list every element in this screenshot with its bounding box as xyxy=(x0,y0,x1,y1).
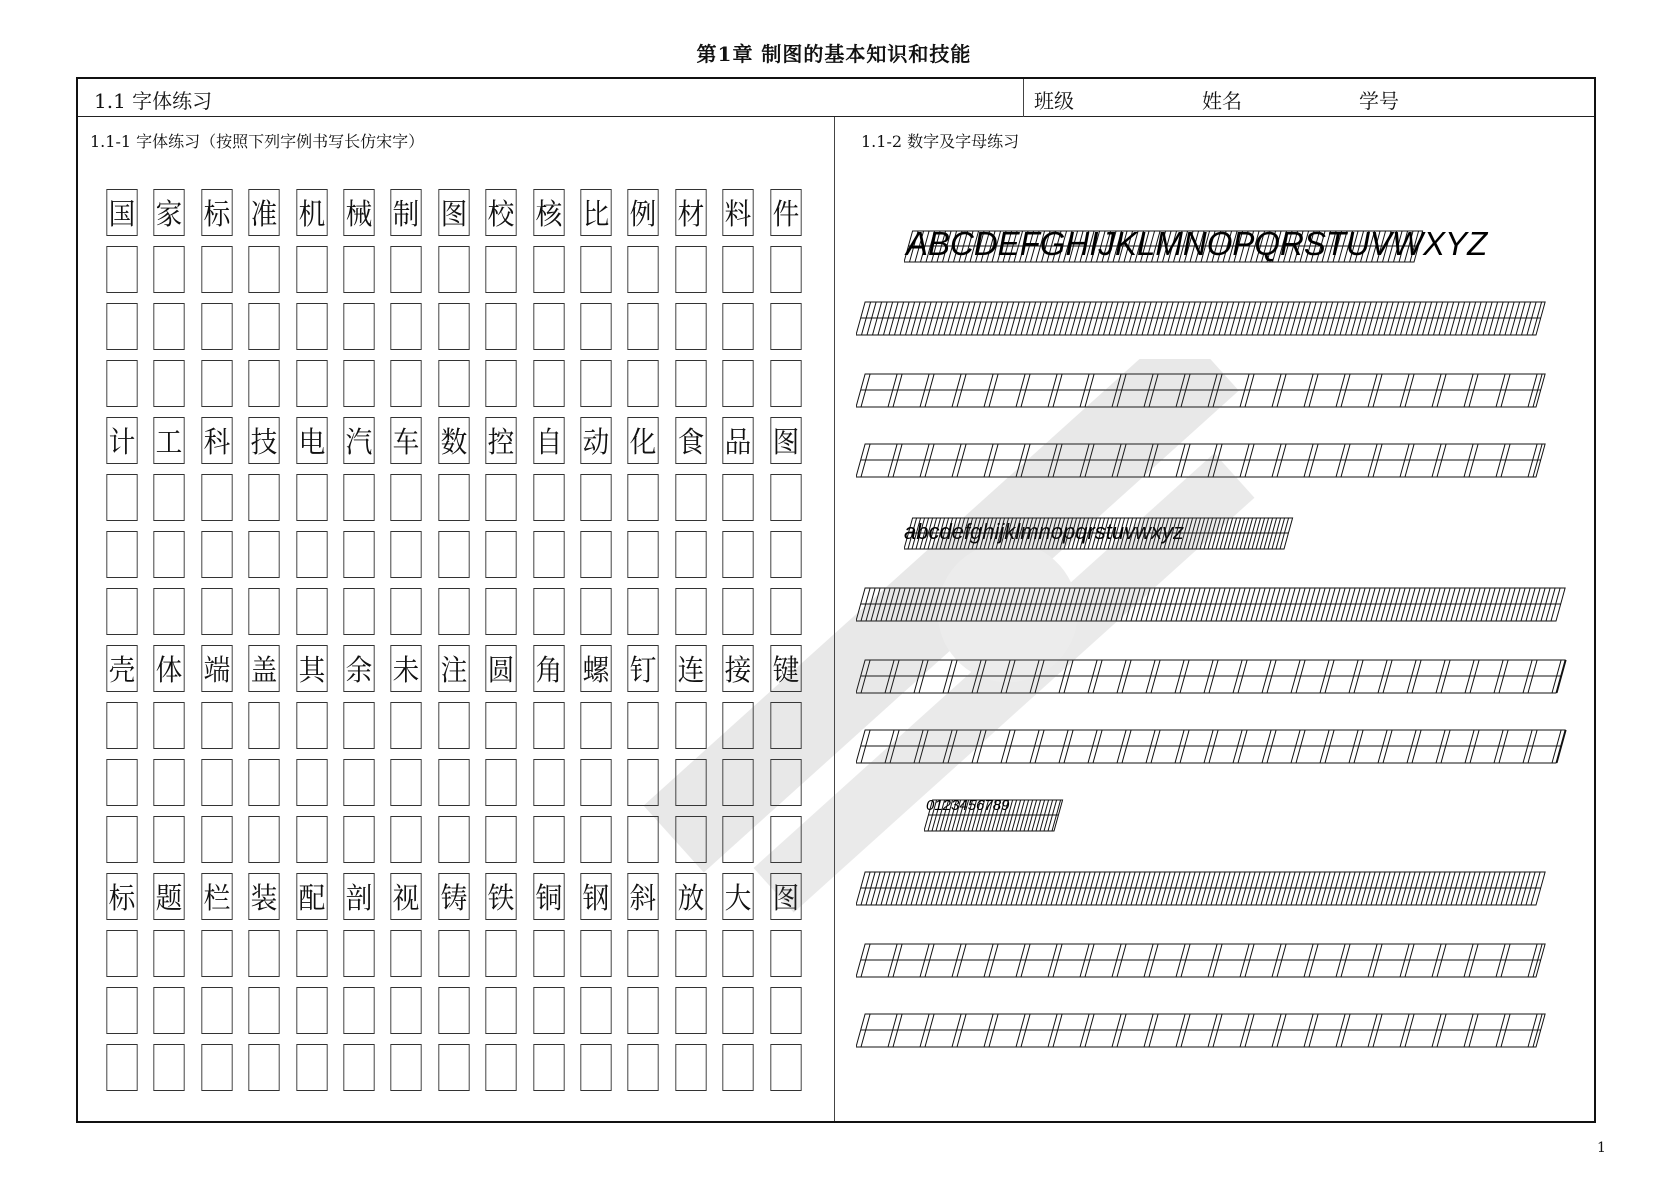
example-char-cell: 数 xyxy=(438,417,469,464)
practice-cell[interactable] xyxy=(486,816,517,863)
practice-cell[interactable] xyxy=(154,987,185,1034)
practice-cell[interactable] xyxy=(391,360,422,407)
practice-cell[interactable] xyxy=(154,588,185,635)
practice-cell[interactable] xyxy=(533,816,564,863)
practice-cell[interactable] xyxy=(580,588,611,635)
practice-cell[interactable] xyxy=(628,930,659,977)
page-number: 1 xyxy=(1597,1140,1606,1156)
example-char-cell: 国 xyxy=(106,189,137,236)
practice-cell[interactable] xyxy=(628,531,659,578)
example-char-cell: 大 xyxy=(723,873,754,920)
practice-cell[interactable] xyxy=(343,987,374,1034)
example-char-cell: 角 xyxy=(533,645,564,692)
practice-cell[interactable] xyxy=(628,702,659,749)
example-char-cell: 材 xyxy=(675,189,706,236)
practice-cell[interactable] xyxy=(723,246,754,293)
practice-cell[interactable] xyxy=(154,474,185,521)
practice-cell[interactable] xyxy=(723,759,754,806)
lowercase-dense-band[interactable] xyxy=(856,587,1576,623)
example-char-cell: 接 xyxy=(723,645,754,692)
practice-cell[interactable] xyxy=(296,531,327,578)
practice-cell[interactable] xyxy=(296,246,327,293)
digits-dense-band[interactable] xyxy=(856,871,1556,907)
practice-cell[interactable] xyxy=(438,702,469,749)
practice-cell[interactable] xyxy=(580,246,611,293)
practice-cell[interactable] xyxy=(343,816,374,863)
example-char-cell: 技 xyxy=(249,417,280,464)
practice-cell[interactable] xyxy=(391,588,422,635)
practice-cell[interactable] xyxy=(675,531,706,578)
practice-cell[interactable] xyxy=(391,474,422,521)
practice-cell[interactable] xyxy=(296,588,327,635)
practice-cell[interactable] xyxy=(201,1044,232,1091)
practice-cell[interactable] xyxy=(723,360,754,407)
practice-cell[interactable] xyxy=(201,759,232,806)
practice-cell[interactable] xyxy=(106,531,137,578)
practice-cell[interactable] xyxy=(343,360,374,407)
practice-cell[interactable] xyxy=(533,246,564,293)
practice-cell[interactable] xyxy=(343,759,374,806)
practice-cell[interactable] xyxy=(296,987,327,1034)
uppercase-practice-band-2[interactable] xyxy=(856,443,1556,479)
practice-cell[interactable] xyxy=(675,702,706,749)
practice-cell[interactable] xyxy=(154,816,185,863)
practice-cell[interactable] xyxy=(154,702,185,749)
practice-cell[interactable] xyxy=(201,588,232,635)
practice-cell[interactable] xyxy=(675,816,706,863)
practice-cell[interactable] xyxy=(486,930,517,977)
practice-cell[interactable] xyxy=(249,474,280,521)
practice-cell[interactable] xyxy=(486,246,517,293)
practice-cell[interactable] xyxy=(580,1044,611,1091)
practice-cell[interactable] xyxy=(486,531,517,578)
practice-cell[interactable] xyxy=(154,759,185,806)
practice-cell[interactable] xyxy=(201,702,232,749)
practice-cell[interactable] xyxy=(533,303,564,350)
example-char-cell: 食 xyxy=(675,417,706,464)
practice-cell[interactable] xyxy=(201,246,232,293)
practice-cell[interactable] xyxy=(391,759,422,806)
practice-cell[interactable] xyxy=(249,702,280,749)
example-char-cell: 动 xyxy=(580,417,611,464)
practice-cell[interactable] xyxy=(628,246,659,293)
practice-cell[interactable] xyxy=(106,588,137,635)
example-char-cell: 体 xyxy=(154,645,185,692)
practice-cell[interactable] xyxy=(628,474,659,521)
practice-cell[interactable] xyxy=(106,702,137,749)
header-row xyxy=(78,79,1594,117)
practice-cell[interactable] xyxy=(628,987,659,1034)
practice-cell[interactable] xyxy=(154,360,185,407)
practice-cell[interactable] xyxy=(533,930,564,977)
section-title: 1.1 字体练习 xyxy=(94,89,213,113)
lowercase-practice-band-1[interactable] xyxy=(856,659,1576,695)
example-char-cell: 其 xyxy=(296,645,327,692)
practice-cell[interactable] xyxy=(486,474,517,521)
practice-cell[interactable] xyxy=(628,588,659,635)
practice-cell[interactable] xyxy=(533,702,564,749)
practice-cell[interactable] xyxy=(296,702,327,749)
practice-cell[interactable] xyxy=(675,759,706,806)
example-char-cell: 件 xyxy=(770,189,801,236)
practice-cell[interactable] xyxy=(106,816,137,863)
example-char-cell: 科 xyxy=(201,417,232,464)
practice-cell[interactable] xyxy=(580,930,611,977)
practice-cell[interactable] xyxy=(249,531,280,578)
example-char-cell: 视 xyxy=(391,873,422,920)
practice-cell[interactable] xyxy=(770,360,801,407)
practice-cell[interactable] xyxy=(723,303,754,350)
practice-cell[interactable] xyxy=(723,930,754,977)
practice-cell[interactable] xyxy=(533,588,564,635)
practice-cell[interactable] xyxy=(296,303,327,350)
practice-cell[interactable] xyxy=(154,930,185,977)
example-char-cell: 标 xyxy=(106,873,137,920)
example-char-cell: 制 xyxy=(391,189,422,236)
example-char-cell: 电 xyxy=(296,417,327,464)
practice-cell[interactable] xyxy=(770,930,801,977)
practice-cell[interactable] xyxy=(486,303,517,350)
example-char-cell: 械 xyxy=(343,189,374,236)
practice-cell[interactable] xyxy=(723,531,754,578)
practice-cell[interactable] xyxy=(106,246,137,293)
practice-cell[interactable] xyxy=(486,360,517,407)
practice-cell[interactable] xyxy=(438,303,469,350)
example-char-cell: 图 xyxy=(438,189,469,236)
lowercase-sample: abcdefghijklmnopqrstuvwxyz xyxy=(904,519,1185,544)
practice-cell[interactable] xyxy=(391,930,422,977)
example-char-cell: 螺 xyxy=(580,645,611,692)
practice-cell[interactable] xyxy=(628,360,659,407)
practice-cell[interactable] xyxy=(343,702,374,749)
practice-cell[interactable] xyxy=(154,1044,185,1091)
practice-cell[interactable] xyxy=(201,531,232,578)
practice-cell[interactable] xyxy=(723,702,754,749)
practice-cell[interactable] xyxy=(533,759,564,806)
practice-cell[interactable] xyxy=(343,588,374,635)
practice-cell[interactable] xyxy=(580,303,611,350)
example-char-cell: 控 xyxy=(486,417,517,464)
example-char-cell: 标 xyxy=(201,189,232,236)
practice-cell[interactable] xyxy=(675,303,706,350)
practice-cell[interactable] xyxy=(486,987,517,1034)
left-subtitle: 1.1-1 字体练习（按照下列字例书写长仿宋字） xyxy=(90,132,425,151)
practice-cell[interactable] xyxy=(249,360,280,407)
example-char-cell: 装 xyxy=(249,873,280,920)
practice-cell[interactable] xyxy=(106,930,137,977)
example-char-cell: 铜 xyxy=(533,873,564,920)
practice-cell[interactable] xyxy=(533,474,564,521)
practice-cell[interactable] xyxy=(438,588,469,635)
uppercase-practice-band-1[interactable] xyxy=(856,373,1556,409)
practice-cell[interactable] xyxy=(675,1044,706,1091)
practice-cell[interactable] xyxy=(438,759,469,806)
practice-cell[interactable] xyxy=(580,474,611,521)
practice-cell[interactable] xyxy=(628,759,659,806)
practice-cell[interactable] xyxy=(675,246,706,293)
example-char-cell: 机 xyxy=(296,189,327,236)
practice-cell[interactable] xyxy=(438,360,469,407)
practice-cell[interactable] xyxy=(249,759,280,806)
practice-cell[interactable] xyxy=(106,987,137,1034)
example-char-cell: 栏 xyxy=(201,873,232,920)
example-char-cell: 核 xyxy=(533,189,564,236)
practice-cell[interactable] xyxy=(486,1044,517,1091)
practice-cell[interactable] xyxy=(391,246,422,293)
practice-cell[interactable] xyxy=(628,1044,659,1091)
example-char-cell: 端 xyxy=(201,645,232,692)
practice-cell[interactable] xyxy=(154,531,185,578)
practice-cell[interactable] xyxy=(770,816,801,863)
practice-cell[interactable] xyxy=(249,987,280,1034)
example-char-cell: 连 xyxy=(675,645,706,692)
example-char-cell: 斜 xyxy=(628,873,659,920)
practice-cell[interactable] xyxy=(580,759,611,806)
practice-cell[interactable] xyxy=(533,987,564,1034)
practice-cell[interactable] xyxy=(201,816,232,863)
practice-cell[interactable] xyxy=(723,588,754,635)
practice-cell[interactable] xyxy=(343,303,374,350)
practice-cell[interactable] xyxy=(675,987,706,1034)
right-subtitle: 1.1-2 数字及字母练习 xyxy=(861,132,1020,151)
practice-cell[interactable] xyxy=(343,531,374,578)
practice-cell[interactable] xyxy=(391,816,422,863)
example-char-cell: 工 xyxy=(154,417,185,464)
example-char-cell: 钉 xyxy=(628,645,659,692)
practice-cell[interactable] xyxy=(486,759,517,806)
practice-cell[interactable] xyxy=(343,474,374,521)
practice-cell[interactable] xyxy=(438,930,469,977)
practice-cell[interactable] xyxy=(486,588,517,635)
practice-cell[interactable] xyxy=(343,246,374,293)
example-char-cell: 题 xyxy=(154,873,185,920)
panel-divider xyxy=(834,117,835,1121)
practice-cell[interactable] xyxy=(770,474,801,521)
example-char-cell: 放 xyxy=(675,873,706,920)
practice-cell[interactable] xyxy=(249,246,280,293)
example-char-cell: 圆 xyxy=(486,645,517,692)
worksheet-frame xyxy=(76,77,1596,1123)
practice-cell[interactable] xyxy=(391,702,422,749)
example-char-cell: 准 xyxy=(249,189,280,236)
practice-cell[interactable] xyxy=(580,360,611,407)
practice-cell[interactable] xyxy=(723,474,754,521)
practice-cell[interactable] xyxy=(723,1044,754,1091)
practice-cell[interactable] xyxy=(106,360,137,407)
example-char-cell: 钢 xyxy=(580,873,611,920)
uppercase-sample: ABCDEFGHIJKLMNOPQRSTUVWXYZ xyxy=(906,225,1488,262)
practice-cell[interactable] xyxy=(343,1044,374,1091)
practice-cell[interactable] xyxy=(770,759,801,806)
practice-cell[interactable] xyxy=(533,1044,564,1091)
example-char-cell: 车 xyxy=(391,417,422,464)
example-char-cell: 比 xyxy=(580,189,611,236)
digits-practice-band-1[interactable] xyxy=(856,943,1556,979)
example-char-cell: 自 xyxy=(533,417,564,464)
practice-cell[interactable] xyxy=(486,702,517,749)
lowercase-practice-band-2[interactable] xyxy=(856,729,1576,765)
practice-cell[interactable] xyxy=(770,531,801,578)
student-info xyxy=(1023,79,1594,117)
practice-cell[interactable] xyxy=(296,360,327,407)
practice-cell[interactable] xyxy=(249,816,280,863)
digits-sample: 0123456789 xyxy=(926,797,1010,814)
practice-cell[interactable] xyxy=(438,474,469,521)
practice-cell[interactable] xyxy=(201,474,232,521)
practice-cell[interactable] xyxy=(438,1044,469,1091)
practice-cell[interactable] xyxy=(770,588,801,635)
example-char-cell: 例 xyxy=(628,189,659,236)
practice-cell[interactable] xyxy=(391,303,422,350)
practice-cell[interactable] xyxy=(723,816,754,863)
chapter-title: 第1章 制图的基本知识和技能 xyxy=(696,42,972,66)
practice-cell[interactable] xyxy=(249,303,280,350)
practice-cell[interactable] xyxy=(770,987,801,1034)
example-char-cell: 键 xyxy=(770,645,801,692)
practice-cell[interactable] xyxy=(296,930,327,977)
example-char-cell: 汽 xyxy=(343,417,374,464)
example-char-cell: 校 xyxy=(486,189,517,236)
example-char-cell: 余 xyxy=(343,645,374,692)
practice-cell[interactable] xyxy=(201,303,232,350)
practice-cell[interactable] xyxy=(249,1044,280,1091)
practice-cell[interactable] xyxy=(249,588,280,635)
practice-cell[interactable] xyxy=(438,531,469,578)
practice-cell[interactable] xyxy=(201,360,232,407)
practice-cell[interactable] xyxy=(770,1044,801,1091)
example-char-cell: 化 xyxy=(628,417,659,464)
uppercase-dense-band[interactable] xyxy=(856,301,1556,337)
practice-cell[interactable] xyxy=(580,816,611,863)
practice-cell[interactable] xyxy=(249,930,280,977)
example-char-cell: 图 xyxy=(770,417,801,464)
practice-cell[interactable] xyxy=(770,246,801,293)
example-char-cell: 铸 xyxy=(438,873,469,920)
example-char-cell: 计 xyxy=(106,417,137,464)
practice-cell[interactable] xyxy=(296,816,327,863)
practice-cell[interactable] xyxy=(154,303,185,350)
student-id-label: 学号 xyxy=(1359,89,1399,113)
practice-cell[interactable] xyxy=(723,987,754,1034)
example-char-cell: 图 xyxy=(770,873,801,920)
practice-cell[interactable] xyxy=(154,246,185,293)
practice-cell[interactable] xyxy=(675,588,706,635)
example-char-cell: 注 xyxy=(438,645,469,692)
practice-cell[interactable] xyxy=(580,987,611,1034)
practice-cell[interactable] xyxy=(296,759,327,806)
practice-cell[interactable] xyxy=(675,360,706,407)
example-char-cell: 家 xyxy=(154,189,185,236)
practice-cell[interactable] xyxy=(106,474,137,521)
practice-cell[interactable] xyxy=(296,474,327,521)
practice-cell[interactable] xyxy=(675,474,706,521)
example-char-cell: 盖 xyxy=(249,645,280,692)
practice-cell[interactable] xyxy=(106,759,137,806)
practice-cell[interactable] xyxy=(675,930,706,977)
practice-cell[interactable] xyxy=(438,816,469,863)
digits-practice-band-2[interactable] xyxy=(856,1013,1556,1049)
practice-cell[interactable] xyxy=(438,987,469,1034)
practice-cell[interactable] xyxy=(533,531,564,578)
example-char-cell: 品 xyxy=(723,417,754,464)
practice-cell[interactable] xyxy=(580,531,611,578)
practice-cell[interactable] xyxy=(770,702,801,749)
example-char-cell: 剖 xyxy=(343,873,374,920)
practice-cell[interactable] xyxy=(391,987,422,1034)
practice-cell[interactable] xyxy=(106,303,137,350)
name-label: 姓名 xyxy=(1202,89,1242,113)
practice-cell[interactable] xyxy=(628,303,659,350)
practice-cell[interactable] xyxy=(391,1044,422,1091)
practice-cell[interactable] xyxy=(580,702,611,749)
practice-cell[interactable] xyxy=(628,816,659,863)
practice-cell[interactable] xyxy=(201,930,232,977)
practice-cell[interactable] xyxy=(201,987,232,1034)
example-char-cell: 壳 xyxy=(106,645,137,692)
practice-cell[interactable] xyxy=(391,531,422,578)
practice-cell[interactable] xyxy=(438,246,469,293)
class-label: 班级 xyxy=(1034,89,1074,113)
practice-cell[interactable] xyxy=(296,1044,327,1091)
example-char-cell: 料 xyxy=(723,189,754,236)
example-char-cell: 铁 xyxy=(486,873,517,920)
practice-cell[interactable] xyxy=(533,360,564,407)
practice-cell[interactable] xyxy=(106,1044,137,1091)
example-char-cell: 配 xyxy=(296,873,327,920)
practice-cell[interactable] xyxy=(770,303,801,350)
example-char-cell: 未 xyxy=(391,645,422,692)
practice-cell[interactable] xyxy=(343,930,374,977)
